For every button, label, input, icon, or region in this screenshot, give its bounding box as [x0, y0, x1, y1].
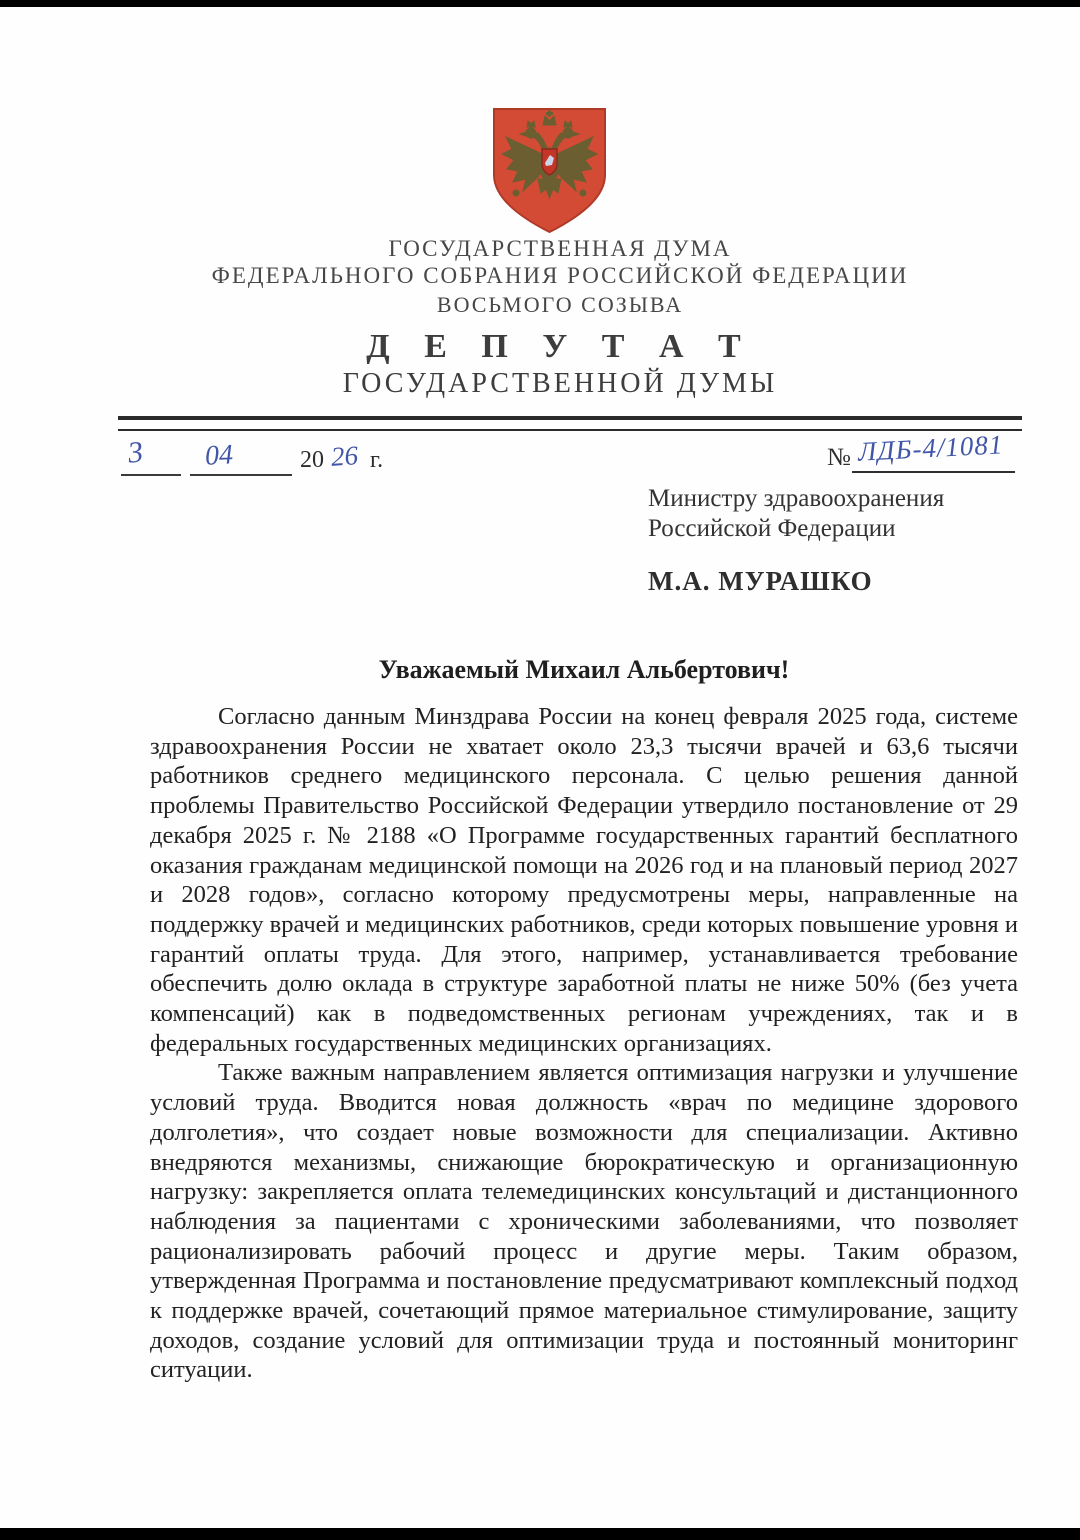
body-paragraph-1: Согласно данным Минздрава России на конец февраля 2025 года, системе здравоохранения России не хватает около 23,3 тысячи врачей и 63,6 тысячи работников среднего медицинского персонала. С целью решения данной проблемы Правительство Российской Федерации утвердило постановление от 29 декабря 2025 г. № 2188 «О Программе государственных гарантий бесплатного оказания гражданам медицинской помощи на 2026 год и на плановый период 2027 и 2028 годов», согласно которому предусмотрены меры, направленные на поддержку врачей и медицинских работников, среди которых повышение уровня и гарантий оплаты труда. Для этого, например, устанавливается требование обеспечить долю оклада в структуре заработной платы не ниже 50% (без учета компенсаций) как в подведомственных регионам учреждениях, так и в федеральных государственных медицинских организациях.: [150, 703, 1018, 1057]
letterhead-org-line2: ФЕДЕРАЛЬНОГО СОБРАНИЯ РОССИЙСКОЙ ФЕДЕРАЦИИ: [211, 263, 909, 288]
russian-coat-of-arms-icon: [486, 103, 613, 238]
scan-bottom-border: [0, 1528, 1080, 1540]
scan-top-border: [0, 0, 1080, 7]
number-label: №: [827, 444, 851, 471]
salutation: Уважаемый Михаил Альбертович!: [378, 655, 790, 684]
addressee-line1: Министру здравоохранения: [648, 485, 945, 512]
date-year-handwritten: 26: [329, 440, 359, 472]
letterhead-deputy-subtitle: ГОСУДАРСТВЕННОЙ ДУМЫ: [342, 368, 778, 399]
letterhead-org-line1: ГОСУДАРСТВЕННАЯ ДУМА: [388, 236, 732, 261]
date-day-handwritten: 3: [126, 435, 145, 470]
body-paragraph-2: Также важным направлением является оптимизация нагрузки и улучшение условий труда. Вводится новая должность «врач по медицине здорового долголетия», что создает новые возможности для специализации. Активно внедряются механизмы, снижающие бюрократическую и организационную нагрузку: закрепляется оплата телемедицинских консультаций и дистанционного наблюдения за пациентами с хроническими заболеваниями, что позволяет рационализировать рабочий процесс и другие меры. Таким образом, утвержденная Программа и постановление предусматривают комплексный подход к поддержке врачей, сочетающий прямое материальное стимулирование, защиту доходов, создание условий для оптимизации труда и постоянный мониторинг ситуации.: [150, 1059, 1018, 1384]
number-value-handwritten: ЛДБ-4/1081: [857, 429, 1005, 467]
letterhead-divider-rule: [118, 416, 1022, 431]
letterhead-org-line3: ВОСЬМОГО СОЗЫВА: [436, 292, 684, 317]
date-month-handwritten: 04: [204, 439, 234, 472]
letter-body: [150, 702, 1018, 1385]
date-year-suffix: г.: [370, 447, 384, 473]
letterhead-deputy-title: Д Е П У Т А Т: [366, 328, 754, 365]
date-day-underline: [121, 474, 181, 476]
addressee-block: [648, 484, 944, 544]
date-year-printed: 20: [300, 447, 324, 473]
date-month-underline: [190, 474, 292, 476]
addressee-line2: Российской Федерации: [648, 515, 896, 542]
addressee-name: М.А. МУРАШКО: [648, 566, 873, 596]
number-underline: [852, 471, 1015, 473]
